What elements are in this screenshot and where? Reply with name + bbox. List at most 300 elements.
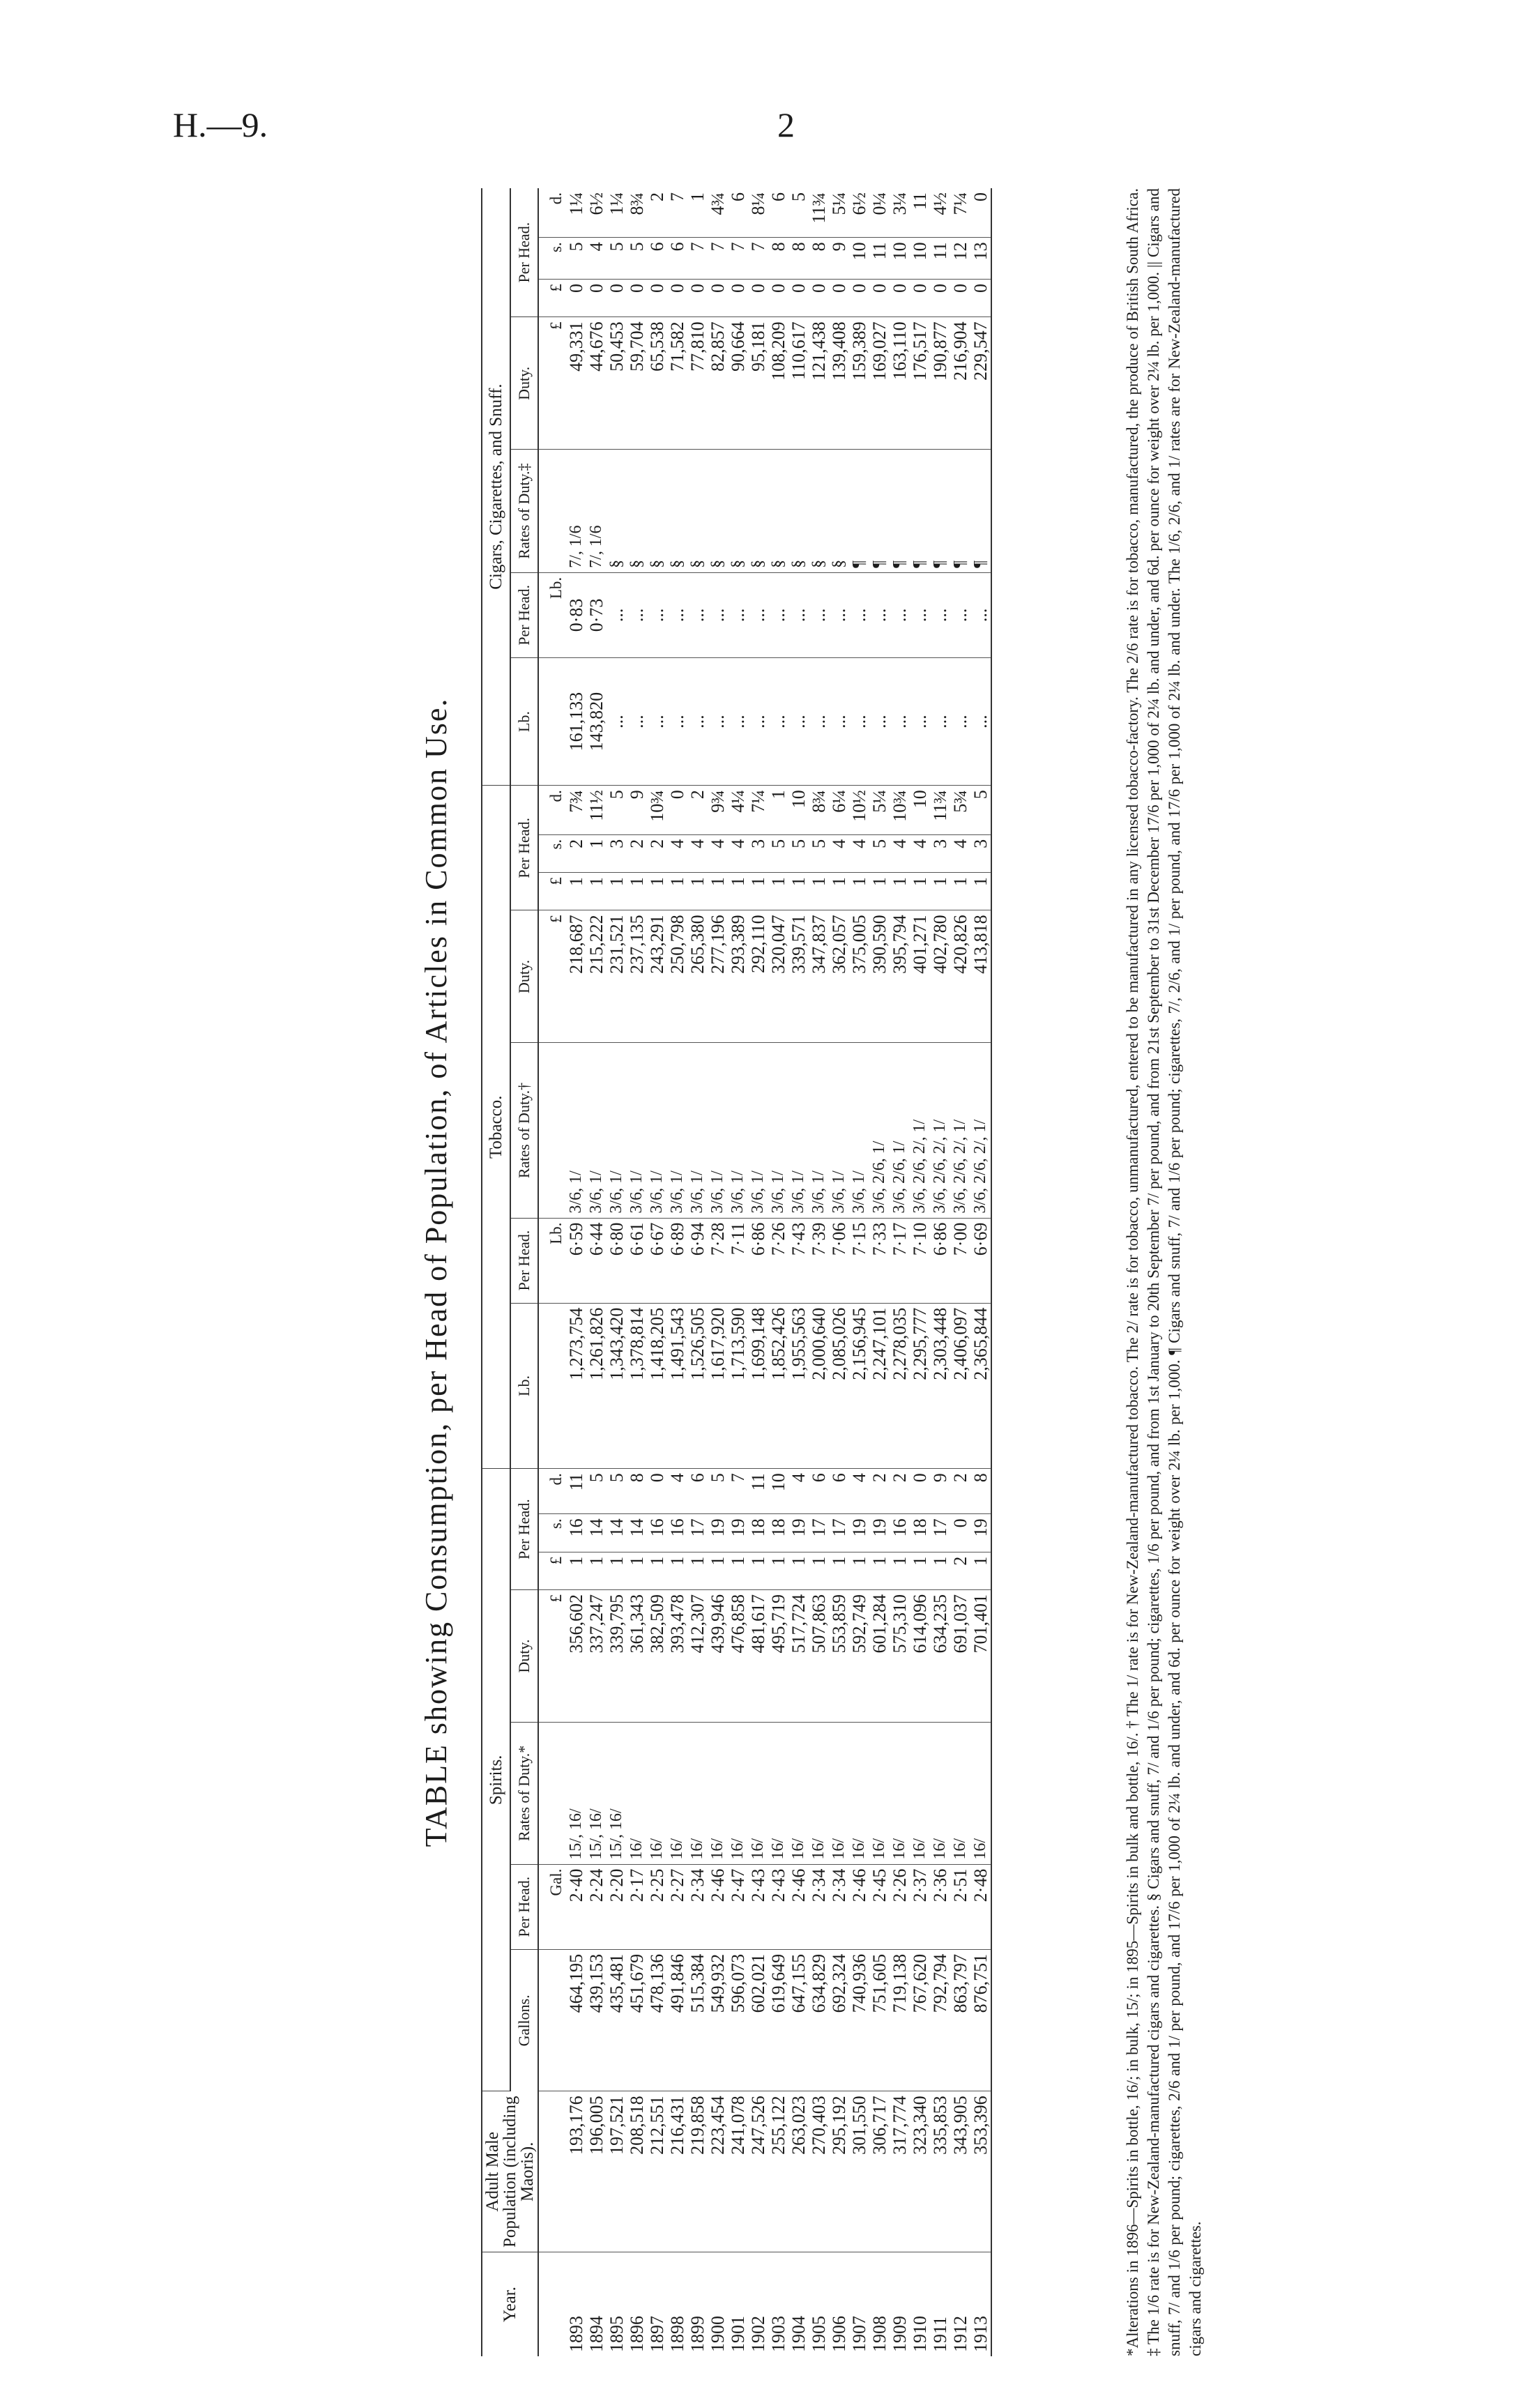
- cell-spirits-pence: 5: [708, 1469, 728, 1514]
- cell-cigars-pounds: 0: [869, 280, 890, 317]
- cell-year: 1898: [667, 2316, 687, 2352]
- cell-tobacco-per-head: 7·43: [788, 1218, 809, 1303]
- cell-spirits-pounds: 1: [809, 1552, 829, 1589]
- cell-spirits-shillings: 16: [667, 1514, 687, 1552]
- cell-year: 1895: [607, 2316, 627, 2352]
- cell-spirits-duty: 356,602: [566, 1590, 586, 1723]
- cell-cigars-rate: §: [687, 450, 708, 572]
- cell-tobacco-rate: 3/6, 1/: [748, 1043, 768, 1218]
- cell-tobacco-duty: 413,818: [970, 910, 991, 1043]
- cell-tobacco-shillings: 4: [849, 834, 869, 872]
- cell-cigars-per-head: ...: [788, 572, 809, 657]
- cell-spirits-shillings: 14: [586, 1514, 607, 1552]
- cell-spirits-pounds: 1: [566, 1552, 586, 1589]
- cell-spirits-per-head: 2·17: [627, 1864, 647, 1949]
- cell-cigars-pence: 7¼: [950, 188, 970, 238]
- cell-tobacco-pence: 11½: [586, 786, 607, 835]
- consumption-table: [481, 188, 992, 2356]
- cell-cigars-rate: §: [768, 450, 788, 572]
- cell-tobacco-duty: 292,110: [748, 910, 768, 1043]
- cell-spirits-shillings: 17: [809, 1514, 829, 1552]
- cell-cigars-per-head: ...: [809, 572, 829, 657]
- unit-pound: £: [538, 317, 566, 450]
- cell-year: 1903: [768, 2316, 788, 2352]
- cell-cigars-per-head: ...: [930, 572, 950, 657]
- cell-population: 196,005: [586, 2091, 607, 2252]
- cell-spirits-duty: 691,037: [950, 1590, 970, 1723]
- header-rates: Rates of Duty.*: [510, 1723, 539, 1865]
- cell-tobacco-lb: 1,713,590: [728, 1303, 748, 1469]
- cell-tobacco-rate: 3/6, 1/: [647, 1043, 667, 1218]
- cell-tobacco-pence: 10½: [849, 786, 869, 835]
- cell-tobacco-duty: 420,826: [950, 910, 970, 1043]
- cell-cigars-duty: 49,331: [566, 317, 586, 450]
- cell-tobacco-duty: 362,057: [829, 910, 849, 1043]
- cell-year: 1897: [647, 2316, 667, 2352]
- table-row: [829, 188, 849, 2356]
- cell-tobacco-lb: 1,617,920: [708, 1303, 728, 1469]
- cell-cigars-lb: ...: [607, 657, 627, 785]
- cell-tobacco-shillings: 4: [667, 834, 687, 872]
- cell-gallons: 491,846: [667, 1949, 687, 2091]
- cell-cigars-per-head: ...: [708, 572, 728, 657]
- cell-tobacco-pounds: 1: [566, 873, 586, 910]
- cell-cigars-lb: ...: [849, 657, 869, 785]
- cell-tobacco-per-head: 6·67: [647, 1218, 667, 1303]
- unit-pence: d.: [538, 1469, 566, 1514]
- cell-spirits-duty: 575,310: [890, 1590, 910, 1723]
- cell-cigars-pounds: 0: [809, 280, 829, 317]
- cell-tobacco-shillings: 4: [890, 834, 910, 872]
- cell-tobacco-lb: 2,406,097: [950, 1303, 970, 1469]
- cell-cigars-per-head: ...: [627, 572, 647, 657]
- cell-cigars-duty: 121,438: [809, 317, 829, 450]
- cell-spirits-pence: 8: [627, 1469, 647, 1514]
- cell-tobacco-lb: 1,491,543: [667, 1303, 687, 1469]
- cell-spirits-pence: 4: [849, 1469, 869, 1514]
- cell-spirits-shillings: 19: [869, 1514, 890, 1552]
- cell-cigars-shillings: 7: [748, 238, 768, 280]
- cell-spirits-shillings: 19: [788, 1514, 809, 1552]
- cell-spirits-pounds: 1: [627, 1552, 647, 1589]
- cell-cigars-pence: 2: [647, 188, 667, 238]
- cell-spirits-per-head: 2·26: [890, 1864, 910, 1949]
- cell-cigars-duty: 65,538: [647, 317, 667, 450]
- cell-cigars-shillings: 8: [768, 238, 788, 280]
- cell-cigars-pence: 6: [728, 188, 748, 238]
- cell-tobacco-shillings: 5: [809, 834, 829, 872]
- table-row: [768, 188, 788, 2356]
- cell-tobacco-pounds: 1: [768, 873, 788, 910]
- unit-lb: Lb.: [538, 1218, 566, 1303]
- cell-spirits-rate: 16/: [930, 1723, 950, 1865]
- cell-tobacco-pounds: 1: [930, 873, 950, 910]
- cell-cigars-per-head: ...: [910, 572, 930, 657]
- cell-tobacco-shillings: 4: [687, 834, 708, 872]
- cell-tobacco-rate: 3/6, 1/: [627, 1043, 647, 1218]
- cell-tobacco-lb: 2,000,640: [809, 1303, 829, 1469]
- table-row: [708, 188, 728, 2356]
- cell-tobacco-pounds: 1: [829, 873, 849, 910]
- cell-spirits-pence: 6: [809, 1469, 829, 1514]
- cell-cigars-lb: ...: [708, 657, 728, 785]
- cell-spirits-pence: 2: [950, 1469, 970, 1514]
- cell-cigars-pence: 8¾: [627, 188, 647, 238]
- cell-tobacco-rate: 3/6, 1/: [768, 1043, 788, 1218]
- cell-spirits-duty: 592,749: [849, 1590, 869, 1723]
- cell-spirits-per-head: 2·46: [708, 1864, 728, 1949]
- cell-tobacco-per-head: 7·17: [890, 1218, 910, 1303]
- cell-spirits-duty: 339,795: [607, 1590, 627, 1723]
- footnote: ¶ Cigars and snuff, 7/ and 1/6 per pound; cigarettes, 7/, 2/6, and 1/ per pound, and 17/6 per 1,000 of 2¼ lb. and under. The 1/6, 2/6, and 1/ rates are for New-Zealand-manufactured cigars and cigarettes.: [1166, 188, 1204, 2356]
- table-row: [910, 188, 930, 2356]
- cell-tobacco-shillings: 5: [788, 834, 809, 872]
- cell-spirits-per-head: 2·45: [869, 1864, 890, 1949]
- cell-cigars-lb: ...: [627, 657, 647, 785]
- cell-spirits-pounds: 1: [586, 1552, 607, 1589]
- cell-population: 335,853: [930, 2091, 950, 2252]
- cell-tobacco-rate: 3/6, 1/: [566, 1043, 586, 1218]
- unit-lb: Lb.: [538, 572, 566, 657]
- cell-cigars-shillings: 7: [708, 238, 728, 280]
- header-rates: Rates of Duty.†: [510, 1043, 539, 1218]
- header-lb: Lb.: [510, 657, 539, 785]
- cell-spirits-per-head: 2·24: [586, 1864, 607, 1949]
- cell-cigars-lb: 143,820: [586, 657, 607, 785]
- cell-cigars-shillings: 6: [667, 238, 687, 280]
- cell-population: 323,340: [910, 2091, 930, 2252]
- cell-year: 1909: [890, 2316, 910, 2352]
- cell-spirits-pounds: 1: [667, 1552, 687, 1589]
- cell-spirits-shillings: 19: [970, 1514, 991, 1552]
- cell-cigars-lb: ...: [890, 657, 910, 785]
- cell-population: 197,521: [607, 2091, 627, 2252]
- cell-cigars-pounds: 0: [647, 280, 667, 317]
- cell-cigars-lb: ...: [748, 657, 768, 785]
- cell-cigars-pounds: 0: [849, 280, 869, 317]
- cell-spirits-shillings: 19: [708, 1514, 728, 1552]
- cell-spirits-pence: 8: [970, 1469, 991, 1514]
- cell-spirits-rate: 16/: [849, 1723, 869, 1865]
- cell-tobacco-lb: 2,156,945: [849, 1303, 869, 1469]
- cell-tobacco-duty: 395,794: [890, 910, 910, 1043]
- cell-tobacco-lb: 1,852,426: [768, 1303, 788, 1469]
- cell-population: 255,122: [768, 2091, 788, 2252]
- cell-tobacco-duty: 339,571: [788, 910, 809, 1043]
- cell-tobacco-pounds: 1: [849, 873, 869, 910]
- unit-shilling: s.: [538, 834, 566, 872]
- cell-spirits-rate: 15/, 16/: [566, 1723, 586, 1865]
- header-gallons: Gallons.: [510, 1949, 539, 2091]
- cell-spirits-shillings: 18: [768, 1514, 788, 1552]
- cell-year: 1912: [950, 2316, 970, 2352]
- cell-gallons: 435,481: [607, 1949, 627, 2091]
- cell-cigars-pounds: 0: [788, 280, 809, 317]
- cell-cigars-rate: §: [788, 450, 809, 572]
- cell-cigars-lb: ...: [950, 657, 970, 785]
- cell-tobacco-per-head: 6·80: [607, 1218, 627, 1303]
- cell-cigars-rate: §: [809, 450, 829, 572]
- cell-spirits-per-head: 2·34: [687, 1864, 708, 1949]
- cell-spirits-duty: 495,719: [768, 1590, 788, 1723]
- cell-cigars-duty: 216,904: [950, 317, 970, 450]
- cell-cigars-lb: ...: [930, 657, 950, 785]
- cell-cigars-duty: 50,453: [607, 317, 627, 450]
- cell-tobacco-pence: 7¾: [566, 786, 586, 835]
- cell-spirits-pounds: 1: [930, 1552, 950, 1589]
- cell-cigars-per-head: ...: [849, 572, 869, 657]
- header-per-head: Per Head.: [510, 1218, 539, 1303]
- cell-cigars-pence: 5¼: [829, 188, 849, 238]
- cell-gallons: 692,324: [829, 1949, 849, 2091]
- cell-tobacco-per-head: 7·39: [809, 1218, 829, 1303]
- cell-population: 301,550: [849, 2091, 869, 2252]
- cell-tobacco-rate: 3/6, 2/6, 1/: [890, 1043, 910, 1218]
- table-row: [566, 188, 586, 2356]
- cell-spirits-rate: 15/, 16/: [607, 1723, 627, 1865]
- cell-gallons: 719,138: [890, 1949, 910, 2091]
- table-row: [849, 188, 869, 2356]
- cell-tobacco-rate: 3/6, 1/: [728, 1043, 748, 1218]
- cell-tobacco-pence: 1: [768, 786, 788, 835]
- cell-tobacco-pounds: 1: [910, 873, 930, 910]
- cell-cigars-lb: ...: [970, 657, 991, 785]
- cell-year: 1896: [627, 2316, 647, 2352]
- cell-gallons: 634,829: [809, 1949, 829, 2091]
- cell-spirits-duty: 439,946: [708, 1590, 728, 1723]
- cell-spirits-pounds: 1: [708, 1552, 728, 1589]
- header-per-head: Per Head.: [510, 572, 539, 657]
- cell-spirits-duty: 553,859: [829, 1590, 849, 1723]
- cell-spirits-rate: 16/: [829, 1723, 849, 1865]
- cell-spirits-rate: 16/: [647, 1723, 667, 1865]
- cell-tobacco-pence: 9: [627, 786, 647, 835]
- cell-cigars-per-head: ...: [728, 572, 748, 657]
- cell-cigars-rate: §: [607, 450, 627, 572]
- cell-tobacco-duty: 265,380: [687, 910, 708, 1043]
- cell-gallons: 478,136: [647, 1949, 667, 2091]
- cell-spirits-shillings: 18: [748, 1514, 768, 1552]
- table-row: [930, 188, 950, 2356]
- cell-cigars-pounds: 0: [930, 280, 950, 317]
- cell-spirits-rate: 16/: [869, 1723, 890, 1865]
- cell-spirits-pounds: 1: [728, 1552, 748, 1589]
- cell-cigars-per-head: ...: [607, 572, 627, 657]
- cell-spirits-pence: 2: [869, 1469, 890, 1514]
- cell-spirits-per-head: 2·48: [970, 1864, 991, 1949]
- table-row: [728, 188, 748, 2356]
- cell-population: 306,717: [869, 2091, 890, 2252]
- cell-cigars-rate: 7/, 1/6: [586, 450, 607, 572]
- cell-population: 353,396: [970, 2091, 991, 2252]
- table-row: [869, 188, 890, 2356]
- cell-cigars-duty: 108,209: [768, 317, 788, 450]
- cell-tobacco-pence: 5¾: [950, 786, 970, 835]
- cell-spirits-per-head: 2·40: [566, 1864, 586, 1949]
- cell-tobacco-pounds: 1: [950, 873, 970, 910]
- cell-cigars-pence: 5: [788, 188, 809, 238]
- cell-population: 247,526: [748, 2091, 768, 2252]
- cell-cigars-pence: 0: [970, 188, 991, 238]
- cell-spirits-rate: 16/: [667, 1723, 687, 1865]
- cell-tobacco-duty: 277,196: [708, 910, 728, 1043]
- cell-spirits-rate: 16/: [748, 1723, 768, 1865]
- header-per-head: Per Head.: [510, 1864, 539, 1949]
- cell-gallons: 767,620: [910, 1949, 930, 2091]
- cell-tobacco-lb: 1,261,826: [586, 1303, 607, 1469]
- table-row: [607, 188, 627, 2356]
- cell-cigars-pence: 4½: [930, 188, 950, 238]
- table-title: TABLE showing Consumption, per Head of Population, of Articles in Common Use.: [419, 697, 453, 1847]
- cell-tobacco-duty: 390,590: [869, 910, 890, 1043]
- cell-cigars-per-head: ...: [647, 572, 667, 657]
- cell-spirits-shillings: 14: [627, 1514, 647, 1552]
- cell-spirits-rate: 16/: [950, 1723, 970, 1865]
- header-year: Year.: [482, 2252, 538, 2356]
- cell-cigars-pence: 6½: [586, 188, 607, 238]
- cell-spirits-rate: 16/: [890, 1723, 910, 1865]
- cell-cigars-duty: 139,408: [829, 317, 849, 450]
- cell-population: 343,905: [950, 2091, 970, 2252]
- header-per-head-money: Per Head.: [510, 1469, 539, 1590]
- cell-cigars-duty: 110,617: [788, 317, 809, 450]
- cell-cigars-rate: ¶: [930, 450, 950, 572]
- unit-pound: £: [538, 910, 566, 1043]
- cell-tobacco-shillings: 2: [647, 834, 667, 872]
- cell-tobacco-per-head: 7·00: [950, 1218, 970, 1303]
- cell-tobacco-lb: 1,273,754: [566, 1303, 586, 1469]
- cell-tobacco-shillings: 4: [910, 834, 930, 872]
- footnotes: [1122, 188, 1206, 2356]
- cell-cigars-pence: 1¼: [607, 188, 627, 238]
- cell-spirits-pounds: 1: [910, 1552, 930, 1589]
- unit-shilling: s.: [538, 1514, 566, 1552]
- cell-year: 1900: [708, 2316, 728, 2352]
- cell-year: 1905: [809, 2316, 829, 2352]
- cell-spirits-pence: 7: [728, 1469, 748, 1514]
- header-lb: Lb.: [510, 1303, 539, 1469]
- cell-tobacco-per-head: 6·86: [930, 1218, 950, 1303]
- cell-spirits-pounds: 1: [890, 1552, 910, 1589]
- cell-spirits-duty: 507,863: [809, 1590, 829, 1723]
- cell-cigars-rate: §: [667, 450, 687, 572]
- cell-cigars-lb: ...: [788, 657, 809, 785]
- cell-tobacco-shillings: 3: [748, 834, 768, 872]
- cell-tobacco-duty: 237,135: [627, 910, 647, 1043]
- cell-cigars-duty: 71,582: [667, 317, 687, 450]
- cell-spirits-rate: 16/: [627, 1723, 647, 1865]
- cell-spirits-rate: 16/: [768, 1723, 788, 1865]
- cell-tobacco-pence: 7¼: [748, 786, 768, 835]
- cell-tobacco-duty: 320,047: [768, 910, 788, 1043]
- table-row: [667, 188, 687, 2356]
- cell-gallons: 549,932: [708, 1949, 728, 2091]
- cell-cigars-lb: ...: [910, 657, 930, 785]
- cell-spirits-per-head: 2·46: [849, 1864, 869, 1949]
- cell-cigars-pounds: 0: [829, 280, 849, 317]
- cell-population: 212,551: [647, 2091, 667, 2252]
- header-duty: Duty.: [510, 1590, 539, 1723]
- cell-tobacco-lb: 1,955,563: [788, 1303, 809, 1469]
- table-row: [748, 188, 768, 2356]
- footnote: *Alterations in 1896—Spirits in bottle, 16/; in bulk, 15/; in 1895—Spirits in bulk and bottle, 16/.: [1124, 1732, 1141, 2356]
- cell-spirits-pounds: 1: [869, 1552, 890, 1589]
- cell-cigars-duty: 190,877: [930, 317, 950, 450]
- cell-tobacco-lb: 1,699,148: [748, 1303, 768, 1469]
- cell-population: 216,431: [667, 2091, 687, 2252]
- cell-spirits-pence: 0: [647, 1469, 667, 1514]
- cell-tobacco-pence: 10¾: [647, 786, 667, 835]
- cell-spirits-duty: 614,096: [910, 1590, 930, 1723]
- table-row: [809, 188, 829, 2356]
- cell-cigars-shillings: 10: [849, 238, 869, 280]
- cell-cigars-per-head: 0·73: [586, 572, 607, 657]
- cell-cigars-duty: 77,810: [687, 317, 708, 450]
- header-per-head-money: Per Head.: [510, 786, 539, 910]
- cell-cigars-duty: 229,547: [970, 317, 991, 450]
- cell-tobacco-per-head: 7·26: [768, 1218, 788, 1303]
- cell-spirits-rate: 16/: [687, 1723, 708, 1865]
- cell-tobacco-pounds: 1: [708, 873, 728, 910]
- cell-tobacco-rate: 3/6, 2/6, 1/: [869, 1043, 890, 1218]
- cell-cigars-pounds: 0: [950, 280, 970, 317]
- cell-tobacco-pence: 0: [667, 786, 687, 835]
- footnote: ‡ The 1/6 rate is for New-Zealand-manufactured cigars and cigarettes.: [1145, 1905, 1162, 2356]
- header-population: Adult Male Population (including Maoris).: [482, 2091, 538, 2252]
- cell-spirits-pence: 4: [788, 1469, 809, 1514]
- cell-cigars-pounds: 0: [607, 280, 627, 317]
- cell-spirits-per-head: 2·37: [910, 1864, 930, 1949]
- cell-cigars-duty: 59,704: [627, 317, 647, 450]
- cell-tobacco-rate: 3/6, 1/: [667, 1043, 687, 1218]
- cell-cigars-lb: ...: [687, 657, 708, 785]
- cell-tobacco-pounds: 1: [970, 873, 991, 910]
- cell-tobacco-duty: 347,837: [809, 910, 829, 1043]
- cell-spirits-duty: 634,235: [930, 1590, 950, 1723]
- cell-cigars-per-head: ...: [890, 572, 910, 657]
- cell-gallons: 451,679: [627, 1949, 647, 2091]
- cell-spirits-duty: 701,401: [970, 1590, 991, 1723]
- header-rates: Rates of Duty.‡: [510, 450, 539, 572]
- cell-tobacco-duty: 375,005: [849, 910, 869, 1043]
- cell-tobacco-per-head: 7·06: [829, 1218, 849, 1303]
- cell-spirits-pounds: 2: [950, 1552, 970, 1589]
- cell-tobacco-pence: 2: [687, 786, 708, 835]
- cell-spirits-shillings: 19: [728, 1514, 748, 1552]
- cell-cigars-lb: ...: [809, 657, 829, 785]
- footnote: § Cigars and snuff, 7/ and 1/6 per pound; cigarettes, 1/6 per pound, and from 1st January to 20th September 7/ per pound, and from 21st September to 31st December 17/6 per 1,000 of 2¼ lb. and under, and 6d. per ounce for weight over 2¼ lb. per 1,000.: [1145, 272, 1162, 1902]
- table-row: [687, 188, 708, 2356]
- header-cigars: Cigars, Cigarettes, and Snuff.: [482, 188, 510, 786]
- cell-spirits-pence: 2: [890, 1469, 910, 1514]
- cell-tobacco-pounds: 1: [728, 873, 748, 910]
- cell-spirits-shillings: 14: [607, 1514, 627, 1552]
- header-spirits: Spirits.: [482, 1469, 510, 2091]
- cell-cigars-per-head: ...: [970, 572, 991, 657]
- cell-tobacco-pounds: 1: [647, 873, 667, 910]
- cell-tobacco-pence: 8¾: [809, 786, 829, 835]
- cell-tobacco-lb: 1,378,814: [627, 1303, 647, 1469]
- header-duty: Duty.: [510, 317, 539, 450]
- cell-cigars-pence: 11: [910, 188, 930, 238]
- cell-cigars-rate: 7/, 1/6: [566, 450, 586, 572]
- units-row: [538, 188, 566, 2356]
- cell-gallons: 515,384: [687, 1949, 708, 2091]
- cell-tobacco-shillings: 2: [627, 834, 647, 872]
- cell-tobacco-pounds: 1: [687, 873, 708, 910]
- cell-tobacco-pence: 5: [970, 786, 991, 835]
- cell-cigars-pence: 1¼: [566, 188, 586, 238]
